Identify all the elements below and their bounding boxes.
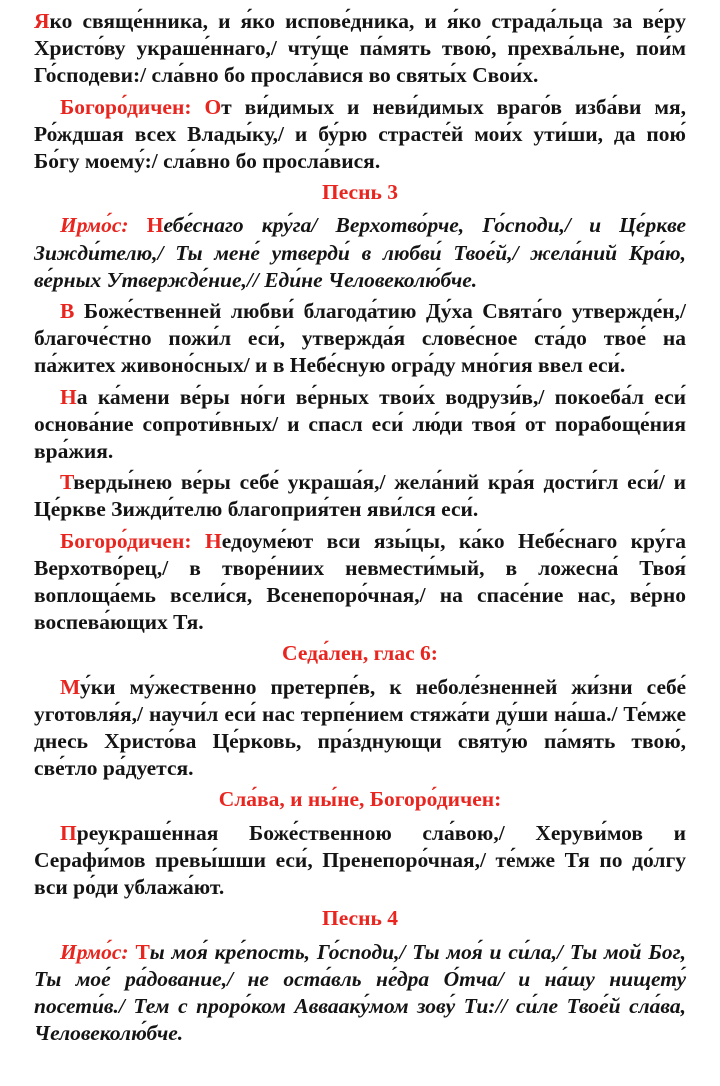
initial-letter: Т [60,470,74,495]
paragraph-text: т ви́димых и неви́димых враго́в изба́ви мя, Ро́ждшая всех Влады́ку,/ и бу́рю страсте́й мои́х ути́ши, да пою́ Бо́гу моему́:/ сла́вно бо просла́вися. [34,94,686,174]
section-heading: Песнь 4 [322,906,398,931]
text-paragraph [34,528,686,637]
paragraph-text: едоуме́ют вси язы́цы, ка́ко Небе́снаго кру́га Верхотво́рец,/ в творе́ниих невмести́мый, в ложесна́ Твоя́ воплоща́емь всели́ся, Всенепоро́чная,/ на спасе́ние нас, ве́рно воспева́ющих Тя. [34,528,686,635]
initial-letter: Я [34,9,50,33]
paragraph-text: а ка́мени ве́ры но́ги ве́рных твои́х водрузи́в,/ покоеба́л еси́ основа́ние сопроти́вных/ и спасл еси́ лю́ди твоя́ от порабоще́ния вра́жия. [34,384,686,464]
rubric-label: Ирмо́с: [60,213,147,238]
text-paragraph [34,674,686,783]
text-paragraph [34,298,686,380]
initial-letter: Н [60,384,77,409]
section-heading: Сла́ва, и ны́не, Богоро́дичен: [218,787,502,812]
text-paragraph [34,94,686,176]
initial-letter: О [204,94,222,119]
paragraph-text: у́ки му́жественно претерпе́в, к неболе́зненней жи́зни себе́ уготовля́я,/ научи́л еси́ нас терпе́нием стяжа́ти ду́ши на́ша./ Те́мже днесь Христо́ва Це́рковь, пра́зднующи святу́ю па́мять твою́, све́тло ра́дуется. [34,674,686,781]
paragraph-text: Боже́ственней любви́ благода́тию Ду́ха Свята́го утвержде́н,/ благоче́стно пожи́л еси́, утвержда́я слове́сное ста́до твое́ на па́житех живоно́сных/ и в Небе́сную огра́ду мно́гия ввел еси́. [34,299,686,378]
text-paragraph [34,8,686,90]
rubric-label: Богоро́дичен: [60,94,205,119]
section-heading: Седа́лен, глас 6: [282,641,438,666]
initial-letter: М [60,674,81,699]
text-paragraph [34,469,686,523]
paragraph-text: верды́нею ве́ры себе́ украша́я,/ жела́ний кра́я дости́гл еси́/ и Це́ркве Зижди́телю благоприя́тен яви́лся еси́. [34,470,686,522]
text-paragraph [34,939,686,1048]
paragraph-text: ы моя́ кре́пость, Го́споди,/ Ты моя́ и си́ла,/ Ты мой Бог, Ты мое́ ра́дование,/ не оста́вль не́дра О́тча/ и на́шу нищету́ посети́в./ Тем с проро́ком Аввааку́мом зову́ Ти:// си́ле Твое́й сла́ва, Человеколю́бче. [34,939,686,1046]
paragraph-text: реукраше́нная Боже́ственною сла́вою,/ Херуви́мов и Серафи́мов превы́шши еси́, Пренепоро́чная,/ те́мже Тя по до́лгу вси ро́ди ублажа́ют. [34,820,686,900]
paragraph-text: ебе́снаго кру́га/ Верхотво́рче, Го́споди,/ и Це́ркве Зижди́телю,/ Ты мене́ утверди́ в любви́ Твое́й,/ жела́ний Кра́ю, ве́рных Утвержде́ние,// Еди́не Человеколю́бче. [34,213,686,292]
initial-letter: Н [204,528,222,553]
initial-letter: Т [135,939,150,964]
paragraph-text: ко свяще́нника, и я́ко испове́дника, и я́ко страда́льца за ве́ру Христо́ву украше́ннаго,/ чту́ще па́мять твою́, прехва́льне, пои́м Го́сподеви:/ сла́вно бо просла́вися во святы́х Свои́х. [34,9,686,88]
text-paragraph [34,212,686,294]
text-paragraph [34,820,686,902]
initial-letter: В [60,299,75,324]
initial-letter: П [60,820,77,845]
section-heading: Песнь 3 [322,180,398,205]
rubric-label: Ирмо́с: [60,939,136,964]
initial-letter: Н [146,213,164,238]
rubric-label: Богоро́дичен: [60,528,205,553]
text-paragraph [34,384,686,466]
